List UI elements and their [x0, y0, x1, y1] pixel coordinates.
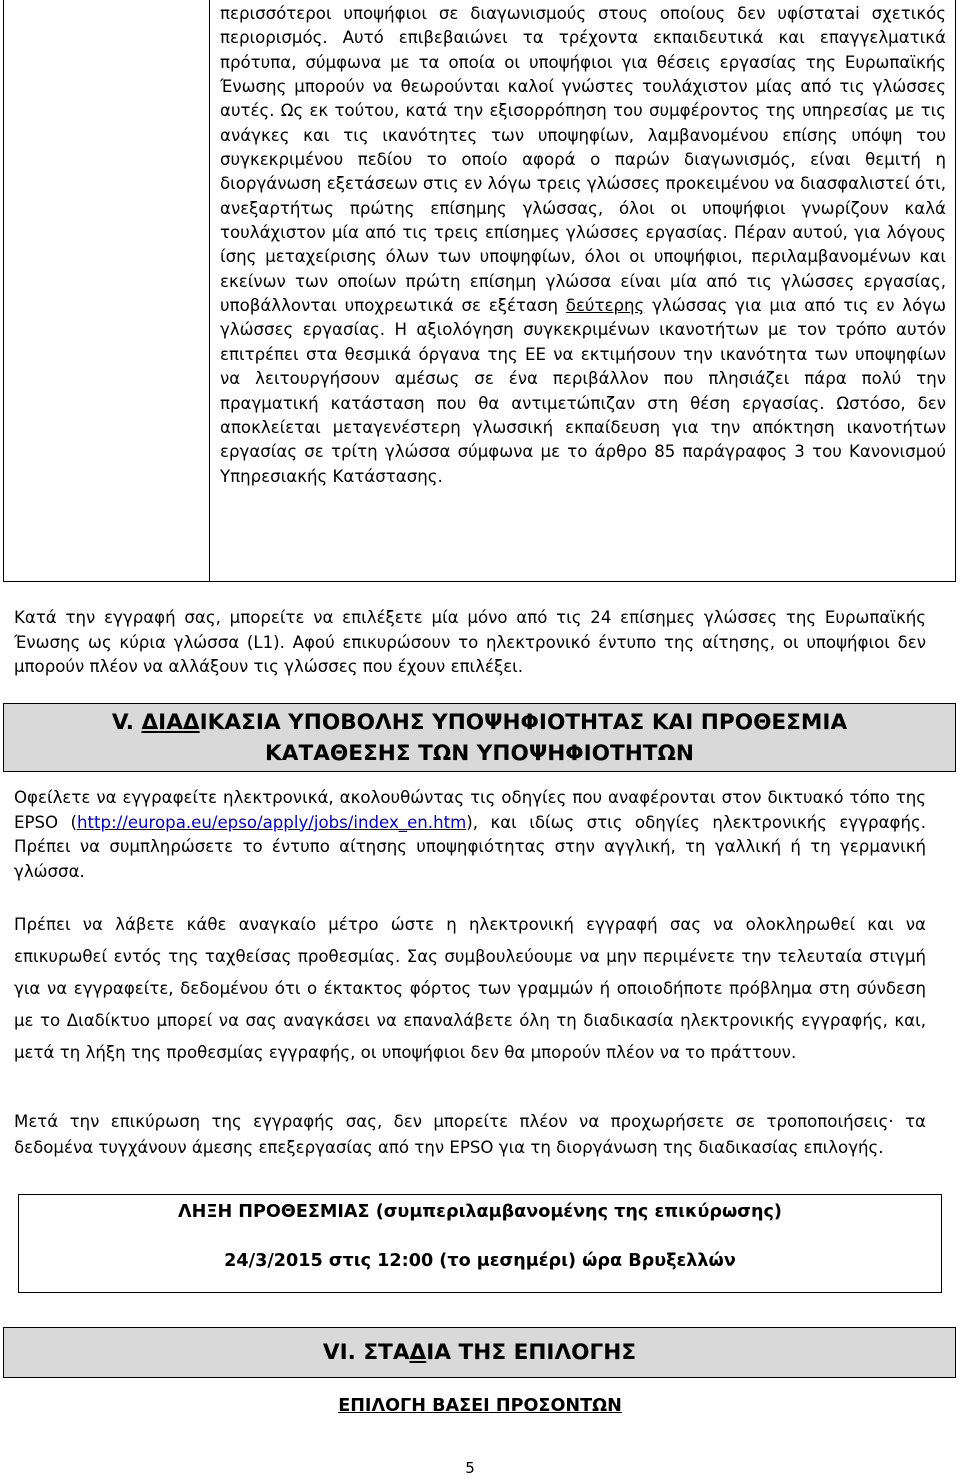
section-vi-title-rest: ΙΑ ΤΗΣ ΕΠΙΛΟΓΗΣ [426, 1340, 637, 1365]
registration-text-after: ), και ιδίως στις οδηγίες ηλεκτρονικής εγγραφής. Πρέπει να συμπληρώσετε το έντυπο αίτησης υποψηφιότητας στην αγγλική, τη γαλλική ή τη γερμανική γλώσσα. [14, 812, 926, 881]
section-vi-underlined: Δ [409, 1340, 427, 1365]
selection-subheading [0, 1396, 960, 1416]
deadline-box [18, 1194, 942, 1293]
paragraph-registration [14, 786, 926, 884]
table-cell-text [220, 2, 946, 489]
paragraph-measures: Πρέπει να λάβετε κάθε αναγκαίο μέτρο ώστε η ηλεκτρονική εγγραφή σας να ολοκληρωθεί και να επικυρωθεί εντός της ταχθείσας προθεσμίας. Σας συμβουλεύουμε να μην περιμένετε την τελευταία στιγμή για να εγγραφείτε, δεδομένου ότι ο έκτακτος φόρτος των γραμμών ή οποιοδήποτε πρόβλημα στη σύνδεση με το Διαδίκτυο μπορεί να σας αναγκάσει να επαναλάβετε όλη τη διαδικασία ηλεκτρονικής εγγραφής, και, μετά τη λήξη της προθεσμίας εγγραφής, οι υποψήφιοι δεν θα μπορούν πλέον να το πράττουν. [14, 915, 926, 1062]
section-vi-title-prefix: VI. ΣΤΑ [322, 1340, 410, 1365]
registration-text-before: Οφείλετε να εγγραφείτε ηλεκτρονικά, ακολουθώντας τις οδηγίες που αναφέρονται στον δικτυακό τόπο της EPSO ( [14, 788, 926, 832]
section-v-title-line-2: ΚΑΤΑΘΕΣΗΣ ΤΩΝ ΥΠΟΨΗΦΙΟΤΗΤΩΝ [265, 741, 694, 766]
paragraph-after-validation: Μετά την επικύρωση της εγγραφής σας, δεν μπορείτε πλέον να προχωρήσετε σε τροποποιήσεις· τα δεδομένα τυγχάνουν άμεσης επεξεργασίας από την EPSO για τη διοργάνωση της διαδικασίας επιλογής. [14, 1112, 926, 1157]
deadline-label: ΛΗΞΗ ΠΡΟΘΕΣΜΙΑΣ (συμπεριλαμβανομένης της επικύρωσης) [178, 1202, 782, 1222]
deadline-date: 24/3/2015 στις 12:00 (το μεσημέρι) ώρα Βρυξελλών [224, 1251, 736, 1271]
epso-apply-link[interactable]: http://europa.eu/epso/apply/jobs/index_en.htm [77, 812, 467, 832]
underlined-word: δεύτερης [565, 296, 645, 316]
cell-text-part-1: περισσότεροι υποψήφιοι σε διαγωνισμούς στους οποίους δεν υφίστατai σχετικός περιορισμός. Αυτό επιβεβαιώνει τα τρέχοντα εκπαιδευτικά και επαγγελματικά πρότυπα, σύμφωνα με τα οποία οι υποψήφιοι για θέσεις εργασίας της Ευρωπαϊκής Ένωσης μπορούν να θεωρούνται καλοί γνώστες τουλάχιστον μίας από τις γλώσσες αυτές. Ως εκ τούτου, κατά την εξισορρόπηση του συμφέροντος της υπηρεσίας με τις ανάγκες και τις ικανότητες των υποψηφίων, λαμβανομένου επίσης υπόψη του συγκεκριμένου πεδίου το οποίο αφορά ο παρών διαγωνισμός, είναι θεμιτή η διοργάνωση εξετάσεων στις εν λόγω τρεις γλώσσες προκειμένου να διασφαλιστεί ότι, ανεξαρτήτως πρώτης επίσημης γλώσσας, όλοι οι υποψήφιοι γνωρίζουν καλά τουλάχιστον μία από τις τρεις επίσημες γλώσσες εργασίας. Πέραν αυτού, για λόγους ίσης μεταχείρισης όλων των υποψηφίων, όλοι οι υποψήφιοι, περιλαμβανομένων και εκείνων των οποίων πρώτη επίσημη γλώσσα είναι μία από τις γλώσσες εργασίας, υποβάλλονται υποχρεωτικά σε εξέταση [220, 4, 946, 316]
section-v-heading [3, 703, 956, 772]
paragraph-l1-language: Κατά την εγγραφή σας, μπορείτε να επιλέξετε μία μόνο από τις 24 επίσημες γλώσσες της Ευρωπαϊκής Ένωσης ως κύρια γλώσσα (L1). Αφού επικυρώσουν το ηλεκτρονικό έντυπο της αίτησης, οι υποψήφιοι δεν μπορούν πλέον να αλλάξουν τις γλώσσες που έχουν επιλέξει. [14, 608, 926, 676]
page-number: 5 [465, 1459, 475, 1477]
table-column-divider [209, 0, 210, 581]
section-v-number: V. [111, 710, 142, 735]
selection-subheading-text: ΕΠΙΛΟΓΗ ΒΑΣΕΙ ΠΡΟΣΟΝΤΩΝ [338, 1396, 622, 1416]
section-v-underlined: ΔΙΑΔ [141, 710, 200, 735]
section-v-title-rest: ΙΚΑΣΙΑ ΥΠΟΒΟΛΗΣ ΥΠΟΨΗΦΙΟΤΗΤΑΣ ΚΑΙ ΠΡΟΘΕΣΜΙΑ [199, 710, 848, 735]
section-v-title-line-1 [4, 707, 955, 738]
cell-text-part-2: γλώσσας για μια από τις εν λόγω γλώσσες εργασίας. Η αξιολόγηση συγκεκριμένων ικανοτήτων με τον τρόπο αυτόν επιτρέπει στα θεσμικά όργανα της ΕΕ να εκτιμήσουν την ικανότητα των υποψηφίων να λειτουργήσουν αμέσως σε ένα περιβάλλον που πλησιάζει πάρα πολύ την πραγματική κατάσταση που θα αντιμετώπιζαν στη θέση εργασίας. Ωστόσο, δεν αποκλείεται μεταγενέστερη γλωσσική εκπαίδευση για την απόκτηση ικανοτήτων εργασίας σε τρίτη γλώσσα σύμφωνα με το άρθρο 85 παράγραφος 3 του Κανονισμού Υπηρεσιακής Κατάστασης. [220, 296, 946, 486]
section-vi-heading [3, 1327, 956, 1378]
